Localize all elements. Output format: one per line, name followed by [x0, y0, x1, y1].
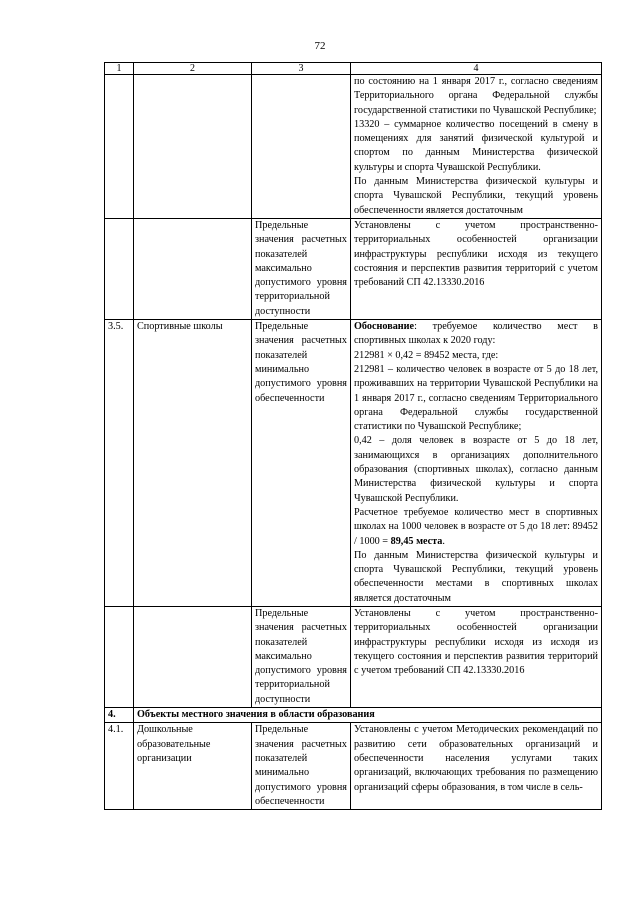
section-title: Объекты местного значения в области образования: [134, 708, 602, 723]
calculation-result: 89,45 места: [390, 535, 443, 547]
cell-name: [134, 75, 252, 219]
cell-num: 3.5.: [105, 320, 134, 607]
page-number: 72: [314, 40, 326, 52]
table-row-3-5: [105, 320, 602, 607]
cell-indicator: Предельные значения расчетных показателей максимально допустимого уровня территориальной доступности: [252, 218, 351, 319]
table-row-4-1: [105, 723, 602, 810]
justification-paragraph: [354, 320, 598, 349]
cell-indicator: Предельные значения расчетных показателей максимально допустимого уровня территориальной доступности: [252, 606, 351, 707]
header-cell-1: 1: [105, 63, 134, 75]
cell-name: [134, 218, 252, 319]
cell-indicator: [252, 75, 351, 219]
section-num: 4.: [105, 708, 134, 723]
cell-value: [351, 75, 602, 219]
cell-value: Установлены с учетом пространственно-территориальных особенностей организации инфраструктуры республики исходя из текущего состояния и перспектив развития территорий с учетом требований СП 42.13330.2016: [351, 218, 602, 319]
paragraph: 13320 – суммарное количество посещений в смену в помещениях для занятий физической культурой и спортом по данным Министерства физической культуры и спорта Чувашской Республики.: [354, 118, 598, 173]
table-row-continuation-1: [105, 75, 602, 219]
cell-value: Установлены с учетом пространственно-территориальных особенностей организации инфраструктуры республики исходя из исходя из текущего состояния и перспектив развития территорий с учетом требований СП 42.13330.2016: [351, 606, 602, 707]
cell-num: [105, 218, 134, 319]
paragraph: 0,42 – доля человек в возрасте от 5 до 18 лет, занимающихся в организациях дополнительного образования (спортивных школах), согласно данным Министерства физической культуры и спорта Чувашской Республики.: [354, 435, 598, 504]
table-row-continuation-2: [105, 218, 602, 319]
justification-text: : требуемое количество мест в спортивных школах к 2020 году:: [354, 321, 598, 347]
cell-num: [105, 75, 134, 219]
table-header-row: [105, 63, 602, 75]
header-cell-4: 4: [351, 63, 602, 75]
calculation-paragraph: [354, 506, 598, 549]
cell-value: [351, 320, 602, 607]
formula-paragraph: 212981 × 0,42 = 89452 места, где:: [354, 349, 499, 361]
cell-name: [134, 606, 252, 707]
cell-num: 4.1.: [105, 723, 134, 810]
cell-indicator: Предельные значения расчетных показателей минимально допустимого уровня обеспеченности: [252, 723, 351, 810]
header-cell-2: 2: [134, 63, 252, 75]
paragraph: по состоянию на 1 января 2017 г., согласно сведениям Территориального органа Федеральной службы государственной статистики по Чувашской Республике;: [354, 76, 598, 116]
section-row-4: [105, 708, 602, 723]
justification-label: Обоснование: [354, 321, 415, 333]
cell-indicator: Предельные значения расчетных показателей минимально допустимого уровня обеспеченности: [252, 320, 351, 607]
regulation-table: [104, 62, 602, 810]
header-cell-3: 3: [252, 63, 351, 75]
table-row-3-5-accessibility: [105, 606, 602, 707]
cell-num: [105, 606, 134, 707]
calculation-end: .: [442, 535, 445, 547]
cell-value: Установлены с учетом Методических рекомендаций по развитию сети образовательных организаций и обеспеченности населения услугами таких организаций, включающих требования по размещению организаций сферы образования, в том числе в сель-: [351, 723, 602, 810]
paragraph: По данным Министерства физической культуры и спорта Чувашской Республики, текущий уровень обеспеченности местами в спортивных школах является достаточным: [354, 549, 598, 604]
paragraph: 212981 – количество человек в возрасте от 5 до 18 лет, проживавших на территории Чувашской Республики на 1 января 2017 г., согласно сведениям Территориального органа Федеральной службы государственной статистики по Чувашской Республике;: [354, 363, 598, 433]
cell-name: Дошкольные образовательные организации: [134, 723, 252, 810]
paragraph: По данным Министерства физической культуры и спорта Чувашской Республики, текущий уровень обеспеченности является достаточным: [354, 176, 598, 216]
cell-name: Спортивные школы: [134, 320, 252, 607]
calculation-text: Расчетное требуемое количество мест в спортивных школах на 1000 человек в возрасте от 5 до 18 лет: 89452 / 1000 =: [354, 506, 598, 547]
